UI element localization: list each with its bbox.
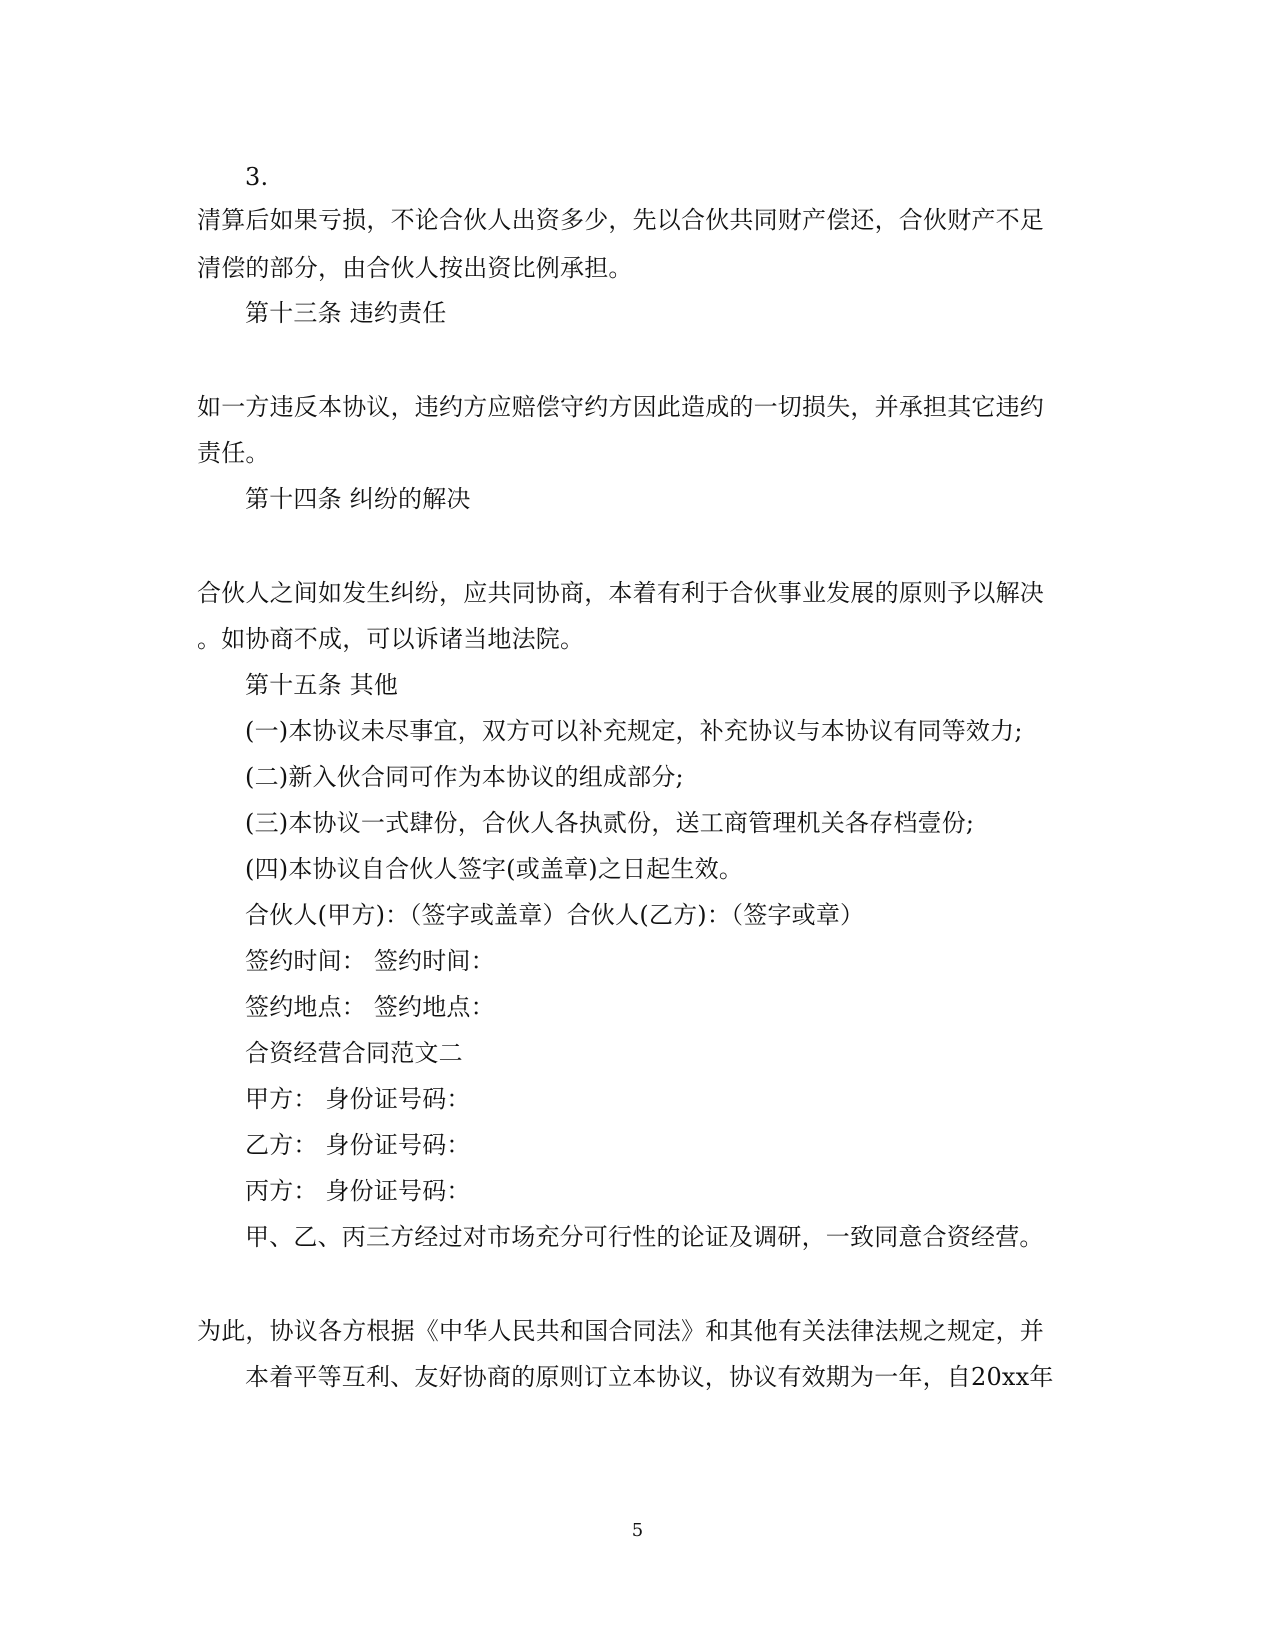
paragraph-line: 本着平等互利、友好协商的原则订立本协议，协议有效期为一年，自20xx年 [245, 1363, 1054, 1391]
paragraph-line: 如一方违反本协议，违约方应赔偿守约方因此造成的一切损失，并承担其它违约 [197, 393, 1044, 421]
article-heading: 第十三条 违约责任 [245, 299, 447, 327]
paragraph-line: 。如协商不成，可以诉诸当地法院。 [197, 625, 585, 653]
clause-line: (四)本协议自合伙人签字(或盖章)之日起生效。 [245, 855, 744, 883]
party-line: 乙方： 身份证号码： [245, 1131, 471, 1159]
clause-line: (三)本协议一式肆份，合伙人各执贰份，送工商管理机关各存档壹份; [245, 809, 975, 837]
paragraph-line: 清算后如果亏损，不论合伙人出资多少，先以合伙共同财产偿还，合伙财产不足 [197, 206, 1044, 234]
signature-line: 合伙人(甲方)：（签字或盖章）合伙人(乙方)：（签字或章） [245, 901, 865, 929]
paragraph-line: 清偿的部分，由合伙人按出资比例承担。 [197, 254, 633, 282]
party-line: 甲方： 身份证号码： [245, 1085, 471, 1113]
article-heading: 第十五条 其他 [245, 671, 399, 699]
item-number: 3. [245, 163, 269, 191]
paragraph-line: 责任。 [197, 439, 270, 467]
article-heading: 第十四条 纠纷的解决 [245, 485, 471, 513]
party-line: 丙方： 身份证号码： [245, 1177, 471, 1205]
page-number: 5 [631, 1520, 644, 1541]
clause-line: (二)新入伙合同可作为本协议的组成部分; [245, 763, 684, 791]
signature-date-line: 签约时间： 签约时间： [245, 947, 495, 975]
clause-line: (一)本协议未尽事宜，双方可以补充规定，补充协议与本协议有同等效力; [245, 717, 1023, 745]
paragraph-line: 为此，协议各方根据《中华人民共和国合同法》和其他有关法律法规之规定，并 [197, 1317, 1044, 1345]
paragraph-line: 合伙人之间如发生纠纷，应共同协商，本着有利于合伙事业发展的原则予以解决 [197, 579, 1044, 607]
signature-place-line: 签约地点： 签约地点： [245, 993, 495, 1021]
section-title: 合资经营合同范文二 [245, 1039, 463, 1067]
paragraph-line: 甲、乙、丙三方经过对市场充分可行性的论证及调研，一致同意合资经营。 [245, 1223, 1044, 1251]
